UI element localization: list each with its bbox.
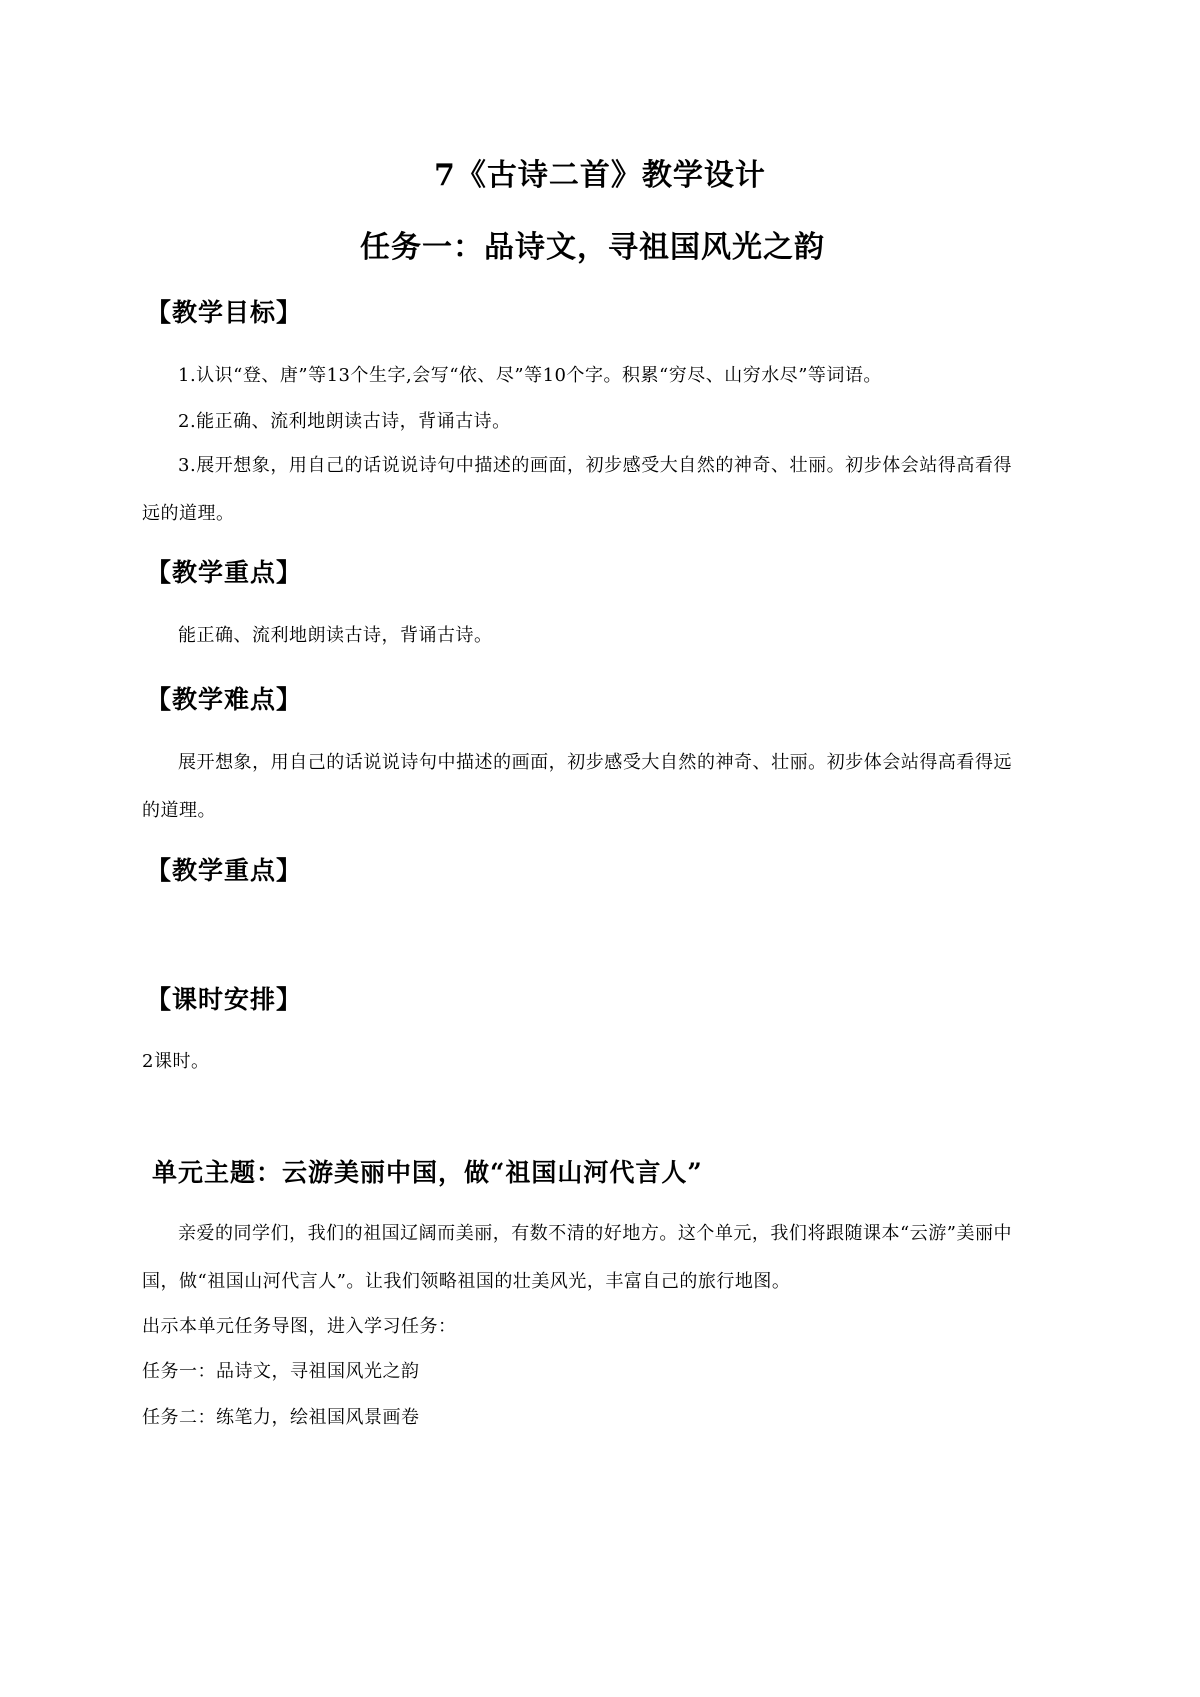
document-title: 7《古诗二首》教学设计 [434, 158, 766, 193]
unit-prompt: 出示本单元任务导图，进入学习任务： [142, 1316, 457, 1337]
difficulties-text: 展开想象，用自己的话说说诗句中描述的画面，初步感受大自然的神奇、壮丽。初步体会站得高看得远的道理。 [142, 752, 1012, 821]
schedule-text: 2课时。 [142, 1051, 210, 1072]
section-heading-goals: 【教学目标】 [146, 298, 303, 327]
section-heading-schedule: 【课时安排】 [146, 985, 303, 1014]
goals-item-2 [142, 398, 1012, 446]
section-heading-key-points-2: 【教学重点】 [146, 856, 303, 885]
goals-item-2-text: 2.能正确、流利地朗读古诗，背诵古诗。 [178, 411, 511, 432]
section-heading-key-points: 【教学重点】 [146, 558, 303, 587]
goals-item-1 [142, 352, 1012, 400]
unit-intro: 亲爱的同学们，我们的祖国辽阔而美丽，有数不清的好地方。这个单元，我们将跟随课本“云游”美丽中国，做“祖国山河代言人”。让我们领略祖国的壮美风光，丰富自己的旅行地图。 [142, 1223, 1012, 1292]
unit-task-2: 任务二：练笔力，绘祖国风景画卷 [142, 1407, 420, 1428]
key-points-text [142, 612, 1012, 660]
unit-task-1: 任务一：品诗文，寻祖国风光之韵 [142, 1361, 420, 1382]
goals-item-1-text: 1.认识“登、唐”等13个生字,会写“依、尽”等10个字。积累“穷尽、山穷水尽”等词语。 [178, 365, 882, 386]
section-heading-difficulties: 【教学难点】 [146, 685, 303, 714]
document-subtitle: 任务一：品诗文，寻祖国风光之韵 [360, 230, 825, 265]
unit-heading: 单元主题：云游美丽中国，做“祖国山河代言人” [152, 1158, 703, 1187]
goals-item-3: 3.展开想象，用自己的话说说诗句中描述的画面，初步感受大自然的神奇、壮丽。初步体会站得高看得远的道理。 [142, 455, 1012, 524]
key-points-text-line: 能正确、流利地朗读古诗，背诵古诗。 [178, 625, 493, 646]
